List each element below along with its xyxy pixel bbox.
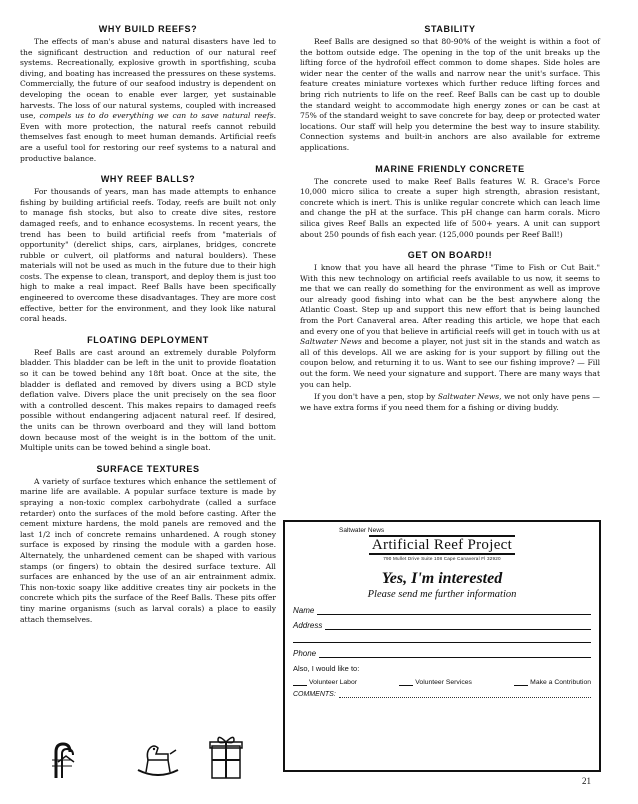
comments-label: COMMENTS: bbox=[293, 691, 336, 698]
section-heading-get-on-board: GET ON BOARD!! bbox=[407, 250, 493, 261]
paragraph-get-on-board-2 bbox=[300, 392, 600, 413]
checkbox-blank[interactable] bbox=[514, 678, 528, 686]
emphasis-text: Saltwater News bbox=[437, 392, 500, 402]
also-label: Also, I would like to: bbox=[293, 664, 360, 673]
candy-cane-icon bbox=[46, 740, 80, 780]
paragraph-stability: Reef Balls are designed so that 80-90% of the weight is within a foot of the bottom outside edge. The opening in the top of the unit breaks up the lifting force of the hydrofoil effect common to dome shapes. Side holes are wider near the center of the walls and narrow near the unit's surface. This feature creates miniature vortexes which further reduce lifting forces and bring rich nutrients to life on the reef. Reef Balls can be cast up to double the standard weight to accommodate high energy zones or can be cast at 75% of the standard weight to save concrete for bay, deep or protected water locations. Our staff will help you determine the best way to insure stability. Connection systems and built-in anchors are also available for extreme applications. bbox=[300, 37, 600, 152]
text-segment: , we not only have pens — we have extra forms if you need them for a fishing or diving buddy. bbox=[300, 392, 600, 412]
section-heading-floating-deployment: FLOATING DEPLOYMENT bbox=[87, 334, 209, 345]
checkbox-blank[interactable] bbox=[399, 678, 413, 686]
paragraph-why-reef-balls: For thousands of years, man has made attempts to enhance fishing by building artificial reefs. Today, reefs are built not only to manage fish stocks, but also to create dive sites, restore damaged reefs, and to enhance ecosystems. In recent years, the trend has been to build artificial reefs from "materials of opportunity" (derelict ships, cars, airplanes, bridges, concrete rubble or culvert, oil platforms and natural boulders). These materials will not be used as much in the future due to their high costs. The expense to clean, transport, and deploy them is just too high to make a real impact. Reef Balls have been specifically engineered to overcome these disadvantages. They are more cost effective, better for the environment, and they look like natural coral heads. bbox=[20, 187, 276, 324]
paragraph-get-on-board-1 bbox=[300, 263, 600, 390]
section-heading-why-reef-balls: WHY REEF BALLS? bbox=[100, 174, 196, 185]
emphasis-text: Saltwater News bbox=[300, 337, 362, 347]
text-segment: and become a player, not just sit in the stands and watch as all of this develops. All we are asking for is your support by filling out the coupon below, and returning it to us. Want to see our fishing improve? — Fill out the form. We need your signature and support. There are many ways that you can help. bbox=[300, 337, 600, 389]
comments-line[interactable] bbox=[339, 689, 591, 698]
text-segment: Even with more protection, the natural reefs cannot rebuild themselves fast enough to meet human demands. Artificial reefs are a useful tool for restoring our reef systems to a natural and productive balance. bbox=[20, 121, 276, 163]
paragraph-surface-textures: A variety of surface textures which enhance the settlement of marine life are available. A popular surface texture is made by spraying a non-toxic complex carbohydrate (called a surface retarder) onto the surfaces of the mold before casting. After the cement mixture hardens, the mold panels are removed and the last 1/2 inch of concrete remains unhardened. A rough stoney surface is exposed by rinsing the module with a garden hose. Alternately, the unhardened cement can be shaped with various stamps (or fingers) to obtain the desired surface texture. All surfaces are enhanced by the use of an air entrainment admix. This non-toxic soapy like additive creates tiny air pockets in the concrete which pits the surface of the Reef Balls. These pits offer tiny marine organisms (such as larval corals) a place to easily attach themselves. bbox=[20, 476, 276, 624]
paragraph-why-build-reefs bbox=[20, 37, 276, 164]
text-segment: I know that you have all heard the phrase "Time to Fish or Cut Bait." With this new technology on artificial reefs available to us now, it seems to me that we can really do something for the environment as well as improve our already good fishing into what can be the best anywhere along the Atlantic Coast. Step up and support this new effort that is being launched from the Port Canaveral area. After reading this article, we hope that each and every one of you that believe in artificial reefs will get in touch with us at bbox=[300, 263, 600, 336]
address-line[interactable] bbox=[325, 620, 591, 630]
mailing-address: 790 Mullet Drive Suite 108 Cape Canaveral Fl 32920 bbox=[383, 556, 501, 561]
logo-saltwater-news: Saltwater News bbox=[339, 527, 385, 534]
section-heading-why-build-reefs: WHY BUILD REEFS? bbox=[98, 24, 198, 34]
project-logo bbox=[293, 527, 591, 561]
option-volunteer-labor[interactable] bbox=[293, 678, 357, 686]
coupon-subhead: Please send me further information bbox=[367, 589, 517, 600]
page-number: 21 bbox=[582, 776, 591, 786]
section-heading-surface-textures: SURFACE TEXTURES bbox=[96, 463, 200, 474]
option-label: Volunteer Services bbox=[415, 679, 472, 686]
section-heading-marine-friendly-concrete: MARINE FRIENDLY CONCRETE bbox=[375, 163, 525, 174]
name-label: Name bbox=[293, 606, 315, 615]
phone-field[interactable] bbox=[293, 648, 591, 658]
interest-coupon bbox=[283, 520, 601, 772]
right-column bbox=[300, 24, 600, 413]
address-label: Address bbox=[293, 621, 323, 630]
phone-line[interactable] bbox=[319, 648, 591, 658]
emphasis-text: compels us to do everything we can to save natural reefs. bbox=[39, 111, 276, 121]
option-volunteer-services[interactable] bbox=[399, 678, 472, 686]
address-line-2[interactable] bbox=[293, 632, 591, 643]
option-make-contribution[interactable] bbox=[514, 678, 591, 686]
text-segment: If you don't have a pen, stop by bbox=[314, 392, 438, 402]
phone-label: Phone bbox=[293, 649, 317, 658]
address-field[interactable] bbox=[293, 620, 591, 630]
gift-box-icon bbox=[208, 732, 244, 780]
option-label: Make a Contribution bbox=[530, 679, 591, 686]
name-line[interactable] bbox=[317, 605, 591, 615]
option-label: Volunteer Labor bbox=[309, 679, 357, 686]
name-field[interactable] bbox=[293, 605, 591, 615]
rocking-horse-icon bbox=[134, 740, 182, 776]
left-column bbox=[20, 24, 276, 625]
paragraph-floating-deployment: Reef Balls are cast around an extremely durable Polyform bladder. This bladder can be left in the unit to provide floatation so it can be towed behind any 18ft boat. Once at the site, the bladder is deflated and removed by divers using a BCD style deflation valve. Divers place the unit precisely on the sea floor with a controlled descent. This makes repairs to damaged reefs possible without endangering adjacent natural reef. If desired, the units can be thrown overboard and they will land bottom down because most of the weight is in the bottom of the unit. Multiple units can be towed behind a single boat. bbox=[20, 347, 276, 453]
paragraph-marine-friendly-concrete: The concrete used to make Reef Balls features W. R. Grace's Force 10,000 micro silica to create a super high strength, abrasion resistant, concrete which is inert. This is unlike regular concrete which can leach lime and change the pH at the surface. This pH change can harm corals. Micro silica gives Reef Balls an expected life of 500+ years. A unit can support about 250 pounds of fish each year. (125,000 pounds per Reef Ball!) bbox=[300, 176, 600, 239]
section-heading-stability: STABILITY bbox=[424, 24, 476, 34]
checkbox-blank[interactable] bbox=[293, 678, 307, 686]
logo-artificial-reef-project: Artificial Reef Project bbox=[369, 535, 515, 555]
option-list bbox=[293, 678, 591, 686]
coupon-headline: Yes, I'm interested bbox=[381, 570, 503, 587]
comments-field[interactable] bbox=[293, 689, 591, 698]
text-segment: The effects of man's abuse and natural disasters have led to the significant destruction and reduction of our natural reef systems. Recreationally, explosive growth in sportfishing, scuba diving, and boating has increased the pressures on these systems. Commercially, the future of our seafood industry is dependent on developing the ocean to enable ever larger, yet sustainable harvests. The loss of our natural systems, coupled with increased use, bbox=[20, 37, 276, 121]
